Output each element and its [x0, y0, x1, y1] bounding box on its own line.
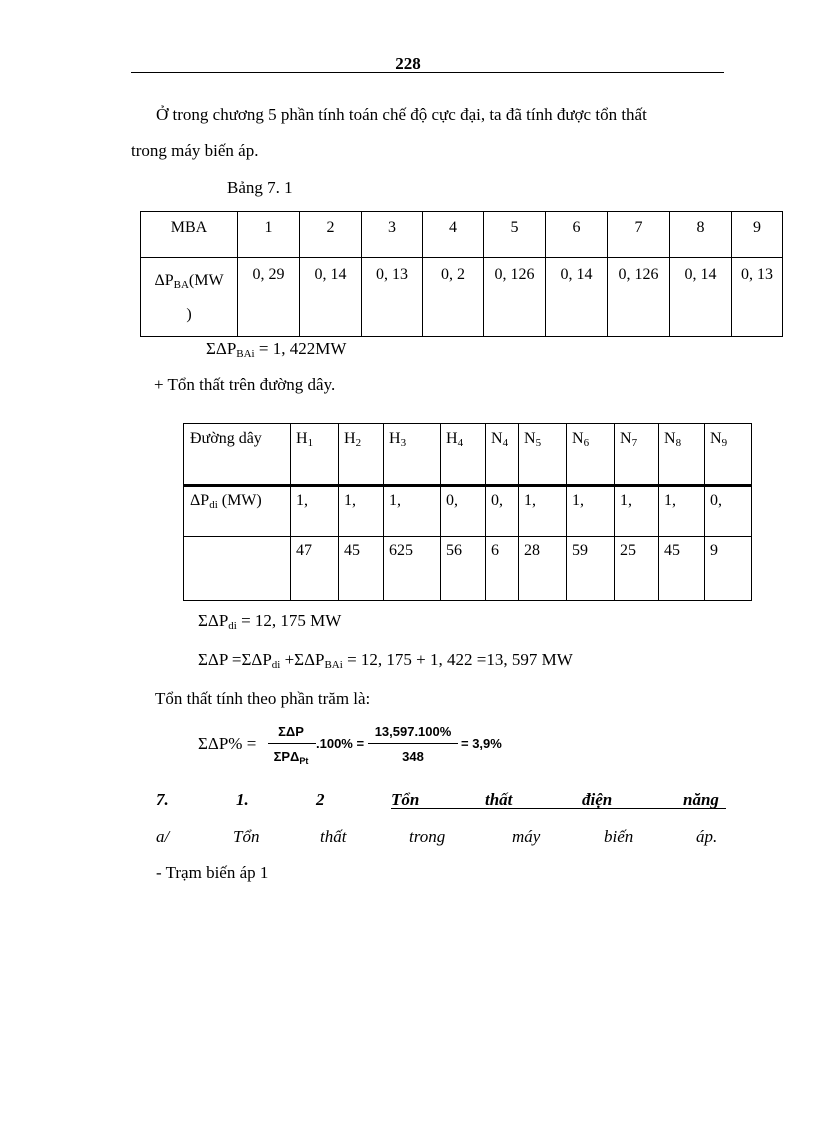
section-title-word: năng	[683, 790, 719, 809]
subheading-word: thất	[320, 827, 347, 846]
section-title-word: điện	[582, 790, 613, 809]
subheading-word: máy	[512, 827, 541, 846]
table-header-cell: $N_9$	[705, 424, 752, 486]
table-header-cell: $H_1$	[291, 424, 339, 486]
table-cell: 1,	[567, 486, 615, 537]
subheading-word: Tổn	[233, 827, 260, 846]
table-cell: 1,	[519, 486, 567, 537]
intro-line-2: trong máy biến áp.	[131, 141, 259, 160]
table-row	[184, 537, 752, 601]
formula-result: = 3,9%	[461, 736, 502, 751]
subheading-word: áp.	[696, 827, 718, 846]
table-cell: 1,	[384, 486, 441, 537]
row-label-cell	[184, 537, 291, 601]
table-header-cell: $N_7$	[615, 424, 659, 486]
table-row	[141, 212, 783, 258]
table-header-cell: $N_4$	[486, 424, 519, 486]
subheading-word: a/	[156, 827, 170, 846]
header-rule	[131, 72, 724, 73]
line-loss-heading: + Tổn thất trên đường dây.	[154, 375, 336, 394]
table-cell: 0, 2	[423, 258, 484, 337]
section-title-word: thất	[485, 790, 513, 809]
table1-caption: Bảng 7. 1	[227, 178, 293, 197]
row-label-cell: $\Delta P_{di}$ (MW)	[184, 486, 291, 537]
table-cell: 625	[384, 537, 441, 601]
section-title	[391, 790, 726, 810]
transformer-loss-table	[140, 211, 783, 337]
row-label-wrap: )	[186, 306, 192, 323]
formula-numerator-2: 13,597.100%	[374, 724, 452, 739]
section-underline	[391, 808, 726, 809]
subheading-word: biến	[604, 827, 634, 846]
table-cell: 0,	[486, 486, 519, 537]
table-header-cell: 3	[362, 212, 423, 258]
table-cell: 1,	[615, 486, 659, 537]
table-cell: 0, 29	[238, 258, 300, 337]
section-title-word: Tổn	[391, 790, 420, 809]
table-header-cell: 9	[732, 212, 783, 258]
section-number-3: 2	[316, 790, 325, 809]
table-cell: 0, 13	[732, 258, 783, 337]
subheading-word: trong	[409, 827, 446, 846]
table-cell: 1,	[291, 486, 339, 537]
table-row	[141, 258, 783, 337]
table-cell: 28	[519, 537, 567, 601]
table-cell: 0, 126	[608, 258, 670, 337]
table-cell: 0,	[705, 486, 752, 537]
formula-lhs: ΣΔP% =	[198, 734, 257, 753]
table-row	[184, 424, 752, 486]
table-header-cell: MBA	[141, 212, 238, 258]
table-header-cell: 4	[423, 212, 484, 258]
table-cell: 47	[291, 537, 339, 601]
row-label: $\Delta P_{BA}(MW$	[154, 272, 224, 291]
table-cell: 0, 14	[546, 258, 608, 337]
table-header-cell: $H_3$	[384, 424, 441, 486]
table-cell: 0, 126	[484, 258, 546, 337]
table-header-cell: $H_2$	[339, 424, 384, 486]
table-header-cell: $N_8$	[659, 424, 705, 486]
sum-line-loss: $\Sigma\Delta P_{di} = 12$, 175 MW	[198, 611, 342, 632]
table-header-cell: $N_5$	[519, 424, 567, 486]
table-cell: 0, 14	[670, 258, 732, 337]
table-header-cell: 5	[484, 212, 546, 258]
table-cell: 9	[705, 537, 752, 601]
table-header-cell: $N_6$	[567, 424, 615, 486]
table-cell: 45	[339, 537, 384, 601]
table-cell: 59	[567, 537, 615, 601]
section-number: 7.	[156, 790, 169, 809]
fraction-bar-1	[268, 743, 316, 744]
formula-denominator-1: $\Sigma P\Delta_{Pt}$	[273, 749, 309, 766]
table-header-cell: 8	[670, 212, 732, 258]
row-label-cell	[141, 258, 238, 337]
percent-heading: Tổn thất tính theo phần trăm là:	[155, 689, 371, 708]
intro-line-1: Ở trong chương 5 phần tính toán chế độ cực đại, ta đã tính được tổn thất	[156, 105, 647, 124]
table-header-cell: $H_4$	[441, 424, 486, 486]
table-cell: 0, 14	[300, 258, 362, 337]
table-cell: 0,	[441, 486, 486, 537]
table-cell: 56	[441, 537, 486, 601]
table-cell: 0, 13	[362, 258, 423, 337]
table-header-cell: 7	[608, 212, 670, 258]
fraction-bar-2	[368, 743, 458, 744]
table-header-cell: Đường dây	[184, 424, 291, 486]
table-header-cell: 6	[546, 212, 608, 258]
total-loss: $\Sigma\Delta P =\Sigma\Delta P_{di} +\Sigma\Delta P_{BAi} = 12$, 175 + 1, 422 =13, 597 MW	[198, 650, 573, 671]
table-cell: 6	[486, 537, 519, 601]
formula-multiplier: .100% =	[316, 736, 365, 751]
formula-denominator-2: 348	[402, 749, 424, 764]
substation-label: - Trạm biến áp 1	[156, 863, 269, 882]
section-number-2: 1.	[236, 790, 249, 809]
table-row	[184, 486, 752, 537]
table-cell: 25	[615, 537, 659, 601]
sum-transformer-loss: $\Sigma\Delta P_{BAi} = 1$, 422MW	[206, 339, 347, 360]
formula-numerator-1: ΣΔP	[278, 724, 304, 739]
page-number: 228	[395, 54, 421, 73]
table-cell: 45	[659, 537, 705, 601]
line-loss-table	[183, 423, 752, 601]
table-header-cell: 2	[300, 212, 362, 258]
table-cell: 1,	[339, 486, 384, 537]
table-cell: 1,	[659, 486, 705, 537]
table-header-cell: 1	[238, 212, 300, 258]
